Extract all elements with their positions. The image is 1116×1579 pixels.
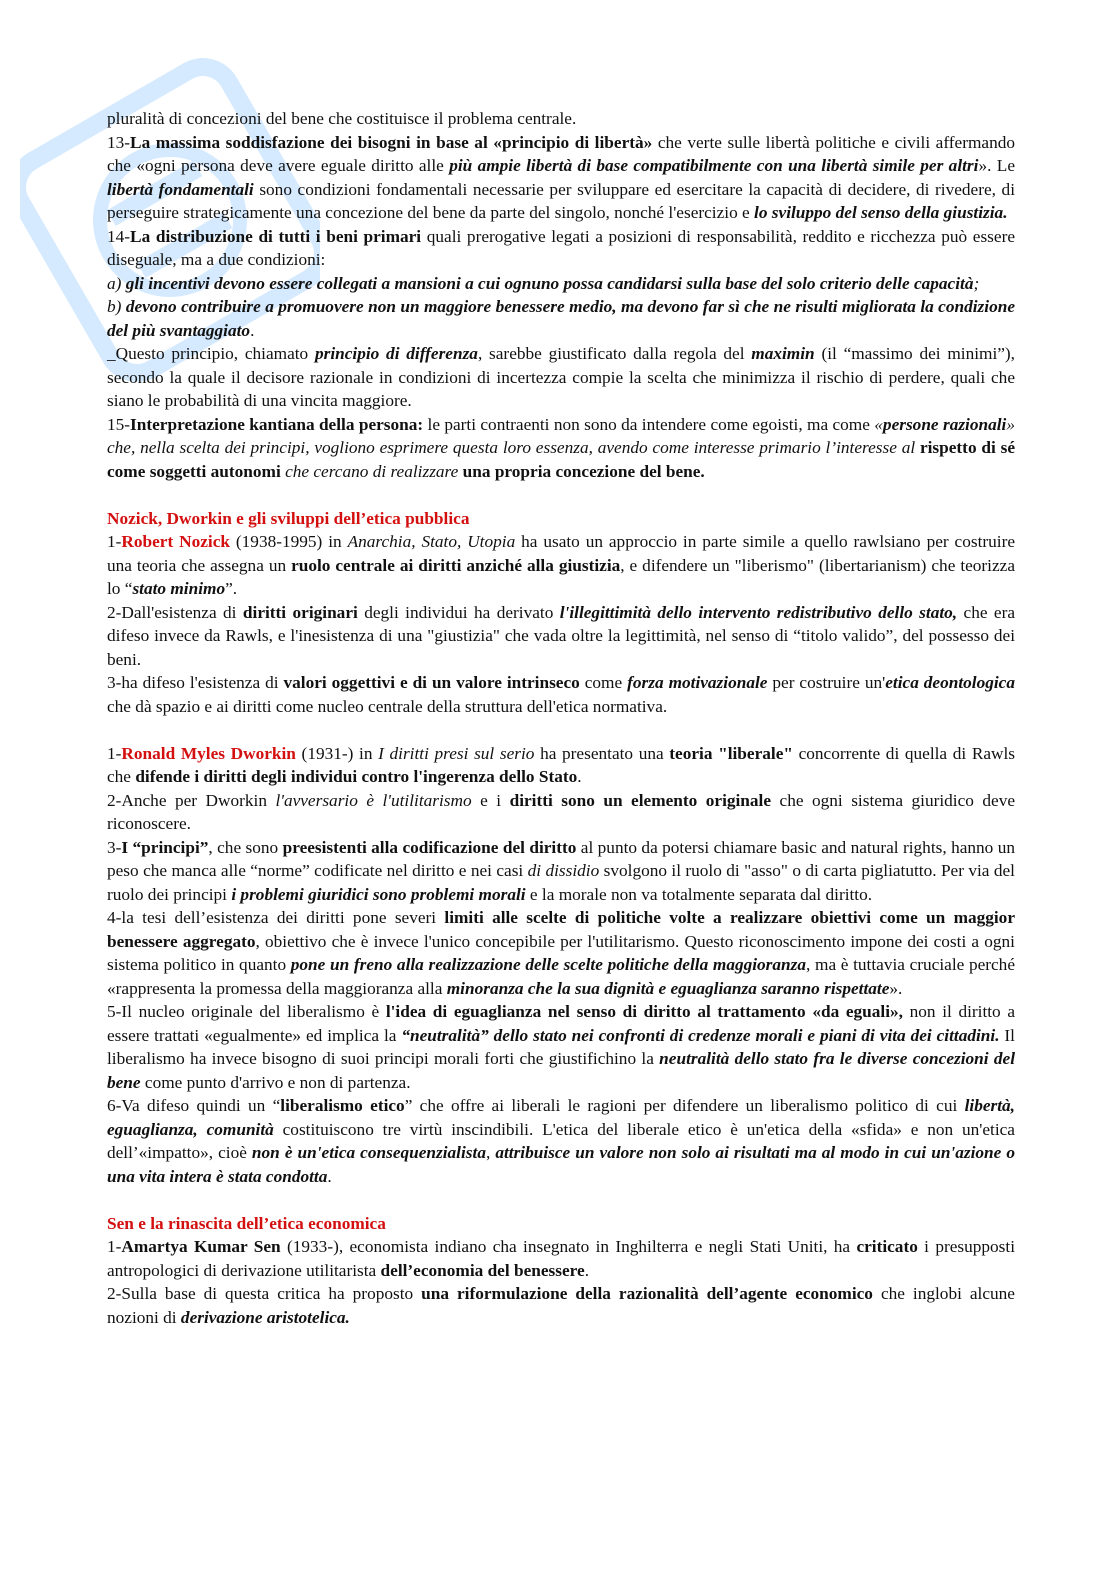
paragraph-nozick-2: 2-Dall'esistenza di diritti originari degli individui ha derivato l'illegittimità dello intervento redistributivo dello stato, che era difeso invece da Rawls, e l'inesistenza di una "giustizia" che vada oltre la legittimità, nel senso di “titolo valido”, del possesso dei beni. — [107, 602, 1016, 669]
paragraph-dworkin-4: 4-la tesi dell’esistenza dei diritti pone severi limiti alle scelte di politiche volte a realizzare obiettivi come un maggior benessere aggregato, obiettivo che è invece l'unico concepibile per l'utilitarismo. Questo riconoscimento impone dei costi a ogni sistema politico in quanto pone un freno alla realizzazione delle scelte politiche della maggioranza, ma è tuttavia cruciale perché «rappresenta la promessa della maggioranza alla minoranza che la sua dignità e eguaglianza saranno rispettate». — [107, 908, 1015, 998]
paragraph: pluralità di concezioni del bene che costituisce il problema centrale. — [107, 109, 577, 128]
paragraph-dworkin-6: 6-Va difeso quindi un “liberalismo etico” che offre ai liberali le ragioni per difendere un liberalismo politico di cui libertà, eguaglianza, comunità costituiscono tre virtù inscindibili. L'etica del liberale etico è un'etica della «sfida» e non un'etica dell’«impatto», cioè non è un'etica consequenzialista, attribuisce un valore non solo ai risultati ma al modo in cui un'azione o una vita intera è stata condotta. — [107, 1096, 1015, 1186]
paragraph-dworkin-2: 2-Anche per Dworkin l'avversario è l'utilitarismo e i diritti sono un elemento originale che ogni sistema giuridico deve riconoscere. — [107, 790, 1016, 833]
paragraph-sen-1: 1-Amartya Kumar Sen (1933-), economista indiano cha insegnato in Inghilterra e negli Stati Uniti, ha criticato i presupposti antropologici di derivazione utilitarista dell’economia del benessere. — [107, 1237, 1016, 1280]
paragraph-15: 15-Interpretazione kantiana della persona: le parti contraenti non sono da intendere come egoisti, ma come «persone razionali» che, nella scelta dei principi, vogliono esprimere questa loro essenza, avendo come interesse primario l’interesse al rispetto di sé come soggetti autonomi che cercano di realizzare una propria concezione del bene. — [107, 414, 1016, 481]
paragraph-nozick-1: 1-Robert Nozick (1938-1995) in Anarchia, Stato, Utopia ha usato un approccio in parte simile a quello rawlsiano per costruire una teoria che assegna un ruolo centrale ai diritti anziché alla giustizia, e difendere un "liberismo" (libertarianism) che teorizza lo “stato minimo”. — [107, 532, 1016, 598]
document-page — [107, 107, 1015, 1329]
condition-a: a) gli incentivi devono essere collegati a mansioni a cui ognuno possa candidarsi sulla base del solo criterio delle capacità; — [107, 273, 980, 293]
paragraph-nozick-3: 3-ha difeso l'esistenza di valori oggettivi e di un valore intrinseco come forza motivazionale per costruire un'etica deontologica che dà spazio e ai diritti come nucleo centrale della struttura dell'etica normativa. — [107, 673, 1015, 716]
paragraph-14: 14-La distribuzione di tutti i beni primari quali prerogative legati a posizioni di responsabilità, reddito e ricchezza può essere diseguale, ma a due condizioni: — [107, 226, 1015, 269]
paragraph-dworkin-5: 5-Il nucleo originale del liberalismo è l'idea di eguaglianza nel senso di diritto al trattamento «da eguali», non il diritto a essere trattati «egualmente» ed implica la “neutralità” dello stato nei confronti di credenze morali e piani di vita dei cittadini. Il liberalismo ha invece bisogno di suoi principi morali forti che giustifichino la neutralità dello stato fra le diverse concezioni del bene come punto d'arrivo e non di partenza. — [107, 1002, 1016, 1092]
section-heading: Sen e la rinascita dell’etica economica — [107, 1213, 386, 1233]
paragraph-dworkin-1: 1-Ronald Myles Dworkin (1931-) in I diritti presi sul serio ha presentato una teoria "liberale" concorrente di quella di Rawls che difende i diritti degli individui contro l'ingerenza dello Stato. — [107, 743, 1016, 786]
paragraph-dworkin-3: 3-I “principi”, che sono preesistenti alla codificazione del diritto al punto da potersi chiamare basic and natural rights, hanno un peso che manca alle “norme” codificate nel diritto e nei casi di dissidio svolgono il ruolo di "asso" o di carta pigliatutto. Per via del ruolo dei principi i problemi giuridici sono problemi morali e la morale non va totalmente separata dal diritto. — [107, 837, 1016, 904]
section-heading: Nozick, Dworkin e gli sviluppi dell’etica pubblica — [107, 508, 470, 528]
paragraph-difference-principle: _Questo principio, chiamato principio di differenza, sarebbe giustificato dalla regola del maximin (il “massimo dei minimi”), secondo la quale il decisore razionale in condizioni di incertezza compie la scelta che minimizza il rischio di perdere, quali che siano le probabilità di una vincita maggiore. — [107, 344, 1016, 410]
paragraph-sen-2: 2-Sulla base di questa critica ha proposto una riformulazione della razionalità dell’agente economico che inglobi alcune nozioni di derivazione aristotelica. — [107, 1284, 1015, 1327]
condition-b: b) devono contribuire a promuovere non un maggiore benessere medio, ma devono far sì che ne risulti migliorata la condizione del più svantaggiato. — [107, 297, 1015, 340]
paragraph-13: 13-La massima soddisfazione dei bisogni in base al «principio di libertà» che verte sulle libertà politiche e civili affermando che «ogni persona deve avere eguale diritto alle più ampie libertà di base compatibilmente con una libertà simile per altri». Le libertà fondamentali sono condizioni fondamentali necessarie per sviluppare ed esercitare la capacità di decidere, di rivedere, di perseguire strategicamente una concezione del bene da parte del singolo, nonché l'esercizio e lo sviluppo del senso della giustizia. — [107, 132, 1016, 222]
